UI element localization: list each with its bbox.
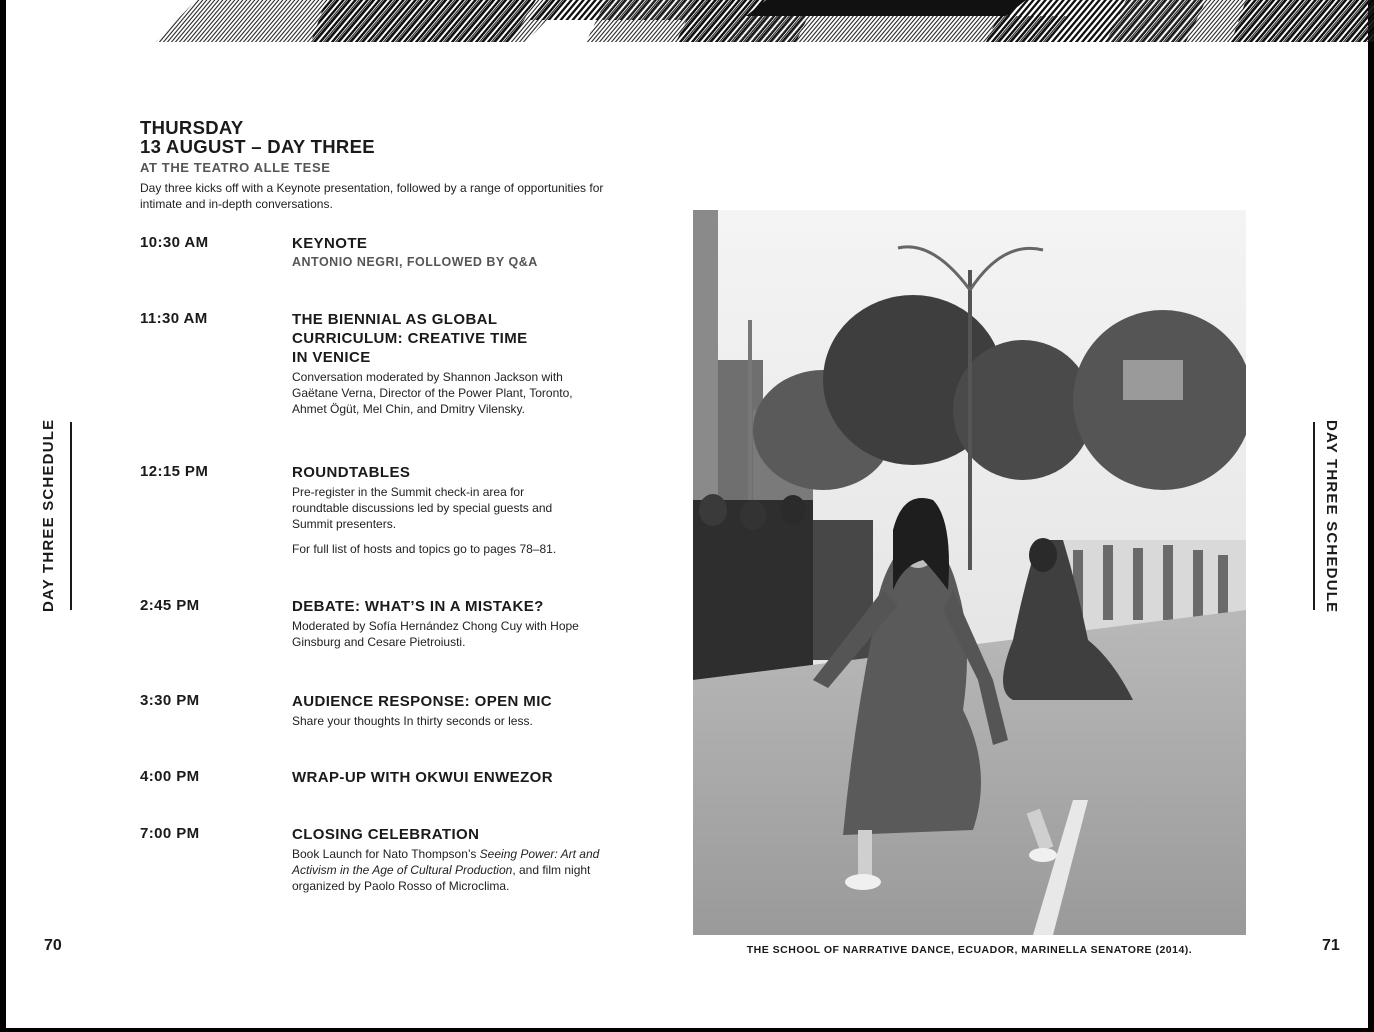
description-text: , and film night organized by Paolo Rosso of Microclima. bbox=[292, 863, 591, 893]
running-head-right: DAY THREE SCHEDULE bbox=[1323, 420, 1340, 614]
description-text: Book Launch for Nato Thompson’s bbox=[292, 847, 480, 861]
schedule-title: KEYNOTE bbox=[292, 235, 368, 252]
schedule-time: 10:30 AM bbox=[140, 234, 209, 251]
photo-caption: THE SCHOOL OF NARRATIVE DANCE, ECUADOR, MARINELLA SENATORE (2014). bbox=[746, 944, 1193, 956]
schedule-time: 3:30 PM bbox=[140, 692, 200, 709]
schedule-title: AUDIENCE RESPONSE: OPEN MIC bbox=[292, 693, 552, 710]
schedule-description: Moderated by Sofía Hernández Chong Cuy with Hope Ginsburg and Cesare Pietroiusti. bbox=[292, 619, 579, 649]
schedule-time: 12:15 PM bbox=[140, 463, 209, 480]
top-stripe-band bbox=[6, 0, 1374, 42]
schedule-description bbox=[292, 846, 602, 894]
venue-line: AT THE TEATRO ALLE TESE bbox=[140, 160, 331, 175]
page-number-right: 71 bbox=[1322, 937, 1340, 954]
side-rule-right bbox=[1313, 422, 1315, 610]
dance-photograph bbox=[693, 210, 1246, 935]
page-number-left: 70 bbox=[44, 937, 62, 954]
schedule-description: Conversation moderated by Shannon Jackson with Gaëtane Verna, Director of the Power Plant, Toronto, Ahmet Ögüt, Mel Chin, and Dmitry Vilensky. bbox=[292, 370, 573, 416]
schedule-body bbox=[292, 768, 612, 787]
schedule-subtitle: ANTONIO NEGRI, FOLLOWED BY Q&A bbox=[292, 255, 538, 269]
schedule-description: Share your thoughts In thirty seconds or less. bbox=[292, 714, 533, 728]
schedule-time: 4:00 PM bbox=[140, 768, 200, 785]
day-heading bbox=[140, 118, 610, 212]
schedule-time: 11:30 AM bbox=[140, 310, 208, 327]
schedule-body bbox=[292, 463, 577, 557]
schedule-body bbox=[292, 597, 597, 650]
schedule-title: THE BIENNIAL AS GLOBAL CURRICULUM: CREATIVE TIME IN VENICE bbox=[292, 311, 528, 366]
running-head-left: DAY THREE SCHEDULE bbox=[40, 418, 57, 612]
schedule-body bbox=[292, 234, 612, 269]
schedule-time: 2:45 PM bbox=[140, 597, 200, 614]
intro-text: Day three kicks off with a Keynote presentation, followed by a range of opportunities for intimate and in-depth conversations. bbox=[140, 181, 604, 211]
date-line: 13 AUGUST – DAY THREE bbox=[140, 136, 375, 157]
schedule-title: DEBATE: WHAT’S IN A MISTAKE? bbox=[292, 598, 544, 615]
schedule-description: Pre-register in the Summit check-in area for roundtable discussions led by special guests and Summit presenters. bbox=[292, 485, 553, 531]
schedule-body bbox=[292, 825, 602, 894]
schedule-body bbox=[292, 310, 592, 417]
schedule-title: WRAP-UP WITH OKWUI ENWEZOR bbox=[292, 769, 553, 786]
side-rule-left bbox=[70, 422, 72, 610]
book-title: Seeing Power: Art and Activism in the Age of Cultural Production bbox=[292, 847, 600, 877]
day-name: THURSDAY bbox=[140, 117, 244, 138]
schedule-title: CLOSING CELEBRATION bbox=[292, 826, 480, 843]
decorative-stripes bbox=[6, 0, 1374, 42]
photo-illustration bbox=[693, 210, 1246, 935]
schedule-body bbox=[292, 692, 612, 729]
schedule-title: ROUNDTABLES bbox=[292, 464, 411, 481]
schedule-time: 7:00 PM bbox=[140, 825, 200, 842]
schedule-note: For full list of hosts and topics go to pages 78–81. bbox=[292, 542, 557, 556]
